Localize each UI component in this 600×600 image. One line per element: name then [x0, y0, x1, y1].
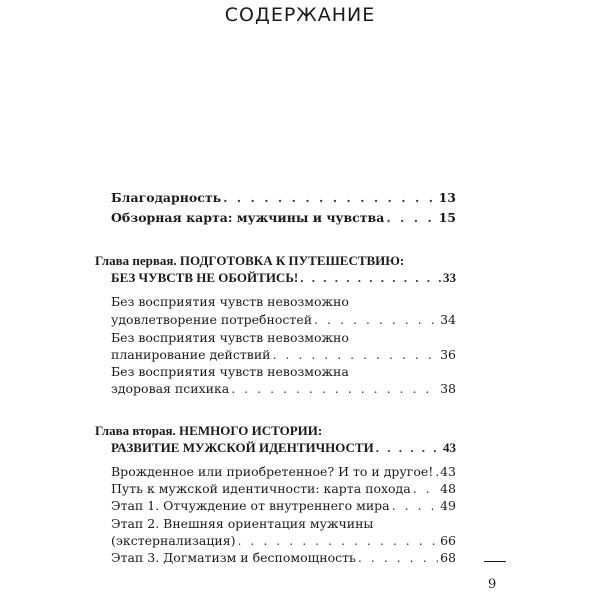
- chapter-2-subheading: РАЗВИТИЕ МУЖСКОЙ ИДЕНТИЧНОСТИ . . . 43: [111, 440, 456, 460]
- toc-entry: здоровая психика . . . 38: [111, 381, 456, 401]
- toc-entry-overview-map: Обзорная карта: мужчины и чувства . . . 15: [111, 210, 456, 230]
- toc-entry-line: Без восприятия чувств невозможна: [111, 364, 349, 379]
- toc-entry-acknowledgments: Благодарность . . . 13: [111, 190, 456, 210]
- toc-entry: Врожденное или приобретенное? И то и другое! . . . 43: [111, 464, 456, 484]
- footer-rule: [484, 561, 506, 562]
- toc-entry: (экстернализация) . . . 66: [111, 533, 456, 553]
- toc-entry: Путь к мужской идентичности: карта похода . . . 48: [111, 481, 456, 501]
- chapter-1-heading: Глава первая. ПОДГОТОВКА К ПУТЕШЕСТВИЮ:: [95, 253, 405, 268]
- toc-entry-line: Без восприятия чувств невозможно: [111, 294, 349, 309]
- page-number: 9: [488, 577, 497, 592]
- chapter-2-heading: Глава вторая. НЕМНОГО ИСТОРИИ:: [95, 423, 323, 438]
- toc-entry: Этап 3. Догматизм и беспомощность . . . 68: [111, 550, 456, 570]
- chapter-1-subheading: БЕЗ ЧУВСТВ НЕ ОБОЙТИСЬ! . . . 33: [111, 270, 456, 290]
- toc-entry: удовлетворение потребностей . . . 34: [111, 312, 456, 332]
- toc-entry: планирование действий . . . 36: [111, 347, 456, 367]
- toc-entry-line: Этап 2. Внешняя ориентация мужчины: [111, 516, 374, 531]
- toc-entry: Этап 1. Отчуждение от внутреннего мира . . . 49: [111, 498, 456, 518]
- page-title: СОДЕРЖАНИЕ: [224, 4, 376, 26]
- toc-entry-line: Без восприятия чувств невозможно: [111, 330, 349, 345]
